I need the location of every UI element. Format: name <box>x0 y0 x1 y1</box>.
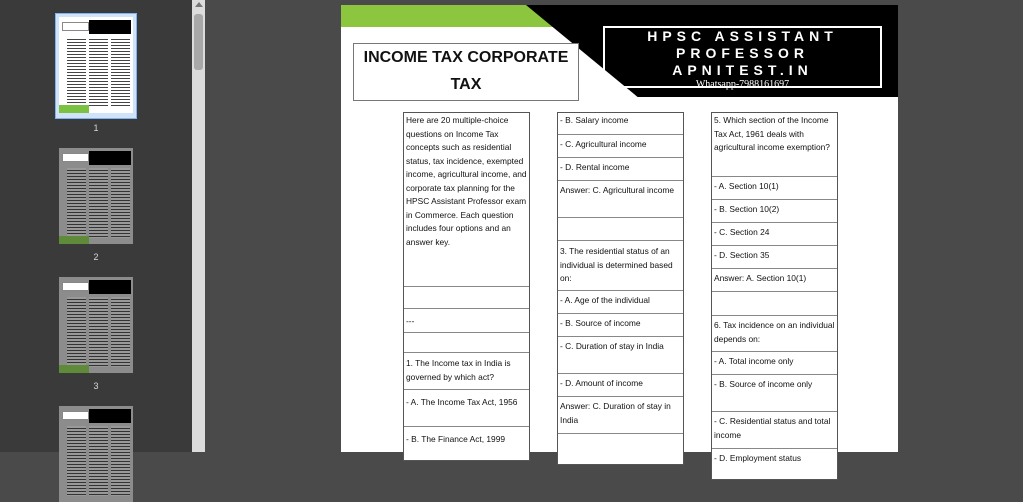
page-number-1: 1 <box>93 123 99 133</box>
text-cell <box>558 218 683 241</box>
text-cell: - B. Source of income <box>558 314 683 337</box>
text-cell: - D. Section 35 <box>712 246 837 269</box>
text-cell <box>404 333 529 353</box>
page-thumbnail-2[interactable] <box>59 148 133 244</box>
text-cell: - D. Rental income <box>558 158 683 181</box>
text-cell: - A. Total income only <box>712 352 837 375</box>
text-cell: - A. Age of the individual <box>558 291 683 314</box>
text-cell: 1. The Income tax in India is governed by which act? <box>404 353 529 390</box>
document-title <box>353 43 579 101</box>
document-page <box>341 5 898 463</box>
promo-whatsapp: Whatsapp-7988161697 <box>695 79 790 90</box>
text-cell: - C. Duration of stay in India <box>558 337 683 374</box>
green-header-band <box>341 5 561 27</box>
text-cell: - B. Salary income <box>558 113 683 135</box>
text-cell: Answer: C. Agricultural income <box>558 181 683 218</box>
text-cell <box>712 292 837 316</box>
text-cell: 6. Tax incidence on an individual depends on: <box>712 316 837 352</box>
text-column-3 <box>711 112 838 480</box>
text-cell: 5. Which section of the Income Tax Act, 1961 deals with agricultural income exemption? <box>712 113 837 177</box>
page-thumbnail-4[interactable] <box>59 406 133 502</box>
page-thumbnail-1[interactable] <box>59 17 133 113</box>
text-cell: Answer: A. Section 10(1) <box>712 269 837 292</box>
text-cell: Here are 20 multiple-choice questions on Income Tax concepts such as residential status, tax incidence, exempted income, agricultural income, and corporate tax planning for the HPSC Assistant Professor exam in Commerce. Each question includes four options and an answer key. <box>404 113 529 287</box>
text-cell: 3. The residential status of an individual is determined based on: <box>558 241 683 291</box>
promo-banner <box>603 26 882 88</box>
page-number-2: 2 <box>93 252 99 262</box>
text-cell: - A. Section 10(1) <box>712 177 837 200</box>
text-cell: - C. Agricultural income <box>558 135 683 158</box>
text-cell: - D. Amount of income <box>558 374 683 397</box>
text-cell: - D. Employment status <box>714 453 802 463</box>
text-cell: Answer: C. Duration of stay in India <box>558 397 683 434</box>
promo-line-1: HPSC ASSISTANT <box>647 28 838 44</box>
scroll-up-arrow-icon[interactable] <box>195 2 203 7</box>
text-cell: - B. Section 10(2) <box>712 200 837 223</box>
title-line-1: INCOME TAX CORPORATE <box>363 49 569 66</box>
text-cell: - B. Source of income only <box>712 375 837 412</box>
text-cell <box>558 434 683 464</box>
title-line-2: TAX <box>450 76 482 93</box>
text-cell: - C. Residential status and total income <box>712 412 837 449</box>
scrollbar-thumb[interactable] <box>194 14 203 70</box>
page-thumbnail-3[interactable] <box>59 277 133 373</box>
text-cell <box>404 287 529 309</box>
promo-line-3: APNITEST.IN <box>672 62 813 78</box>
text-column-2 <box>557 112 684 465</box>
page-number-3: 3 <box>93 381 99 391</box>
text-cell: - B. The Finance Act, 1999 <box>406 434 506 444</box>
thumbnail-sidebar <box>0 0 192 452</box>
text-cell: - A. The Income Tax Act, 1956 <box>404 390 529 427</box>
text-cell: - C. Section 24 <box>712 223 837 246</box>
text-cell: --- <box>404 309 529 333</box>
promo-line-2: PROFESSOR <box>676 45 809 61</box>
text-column-1 <box>403 112 530 461</box>
